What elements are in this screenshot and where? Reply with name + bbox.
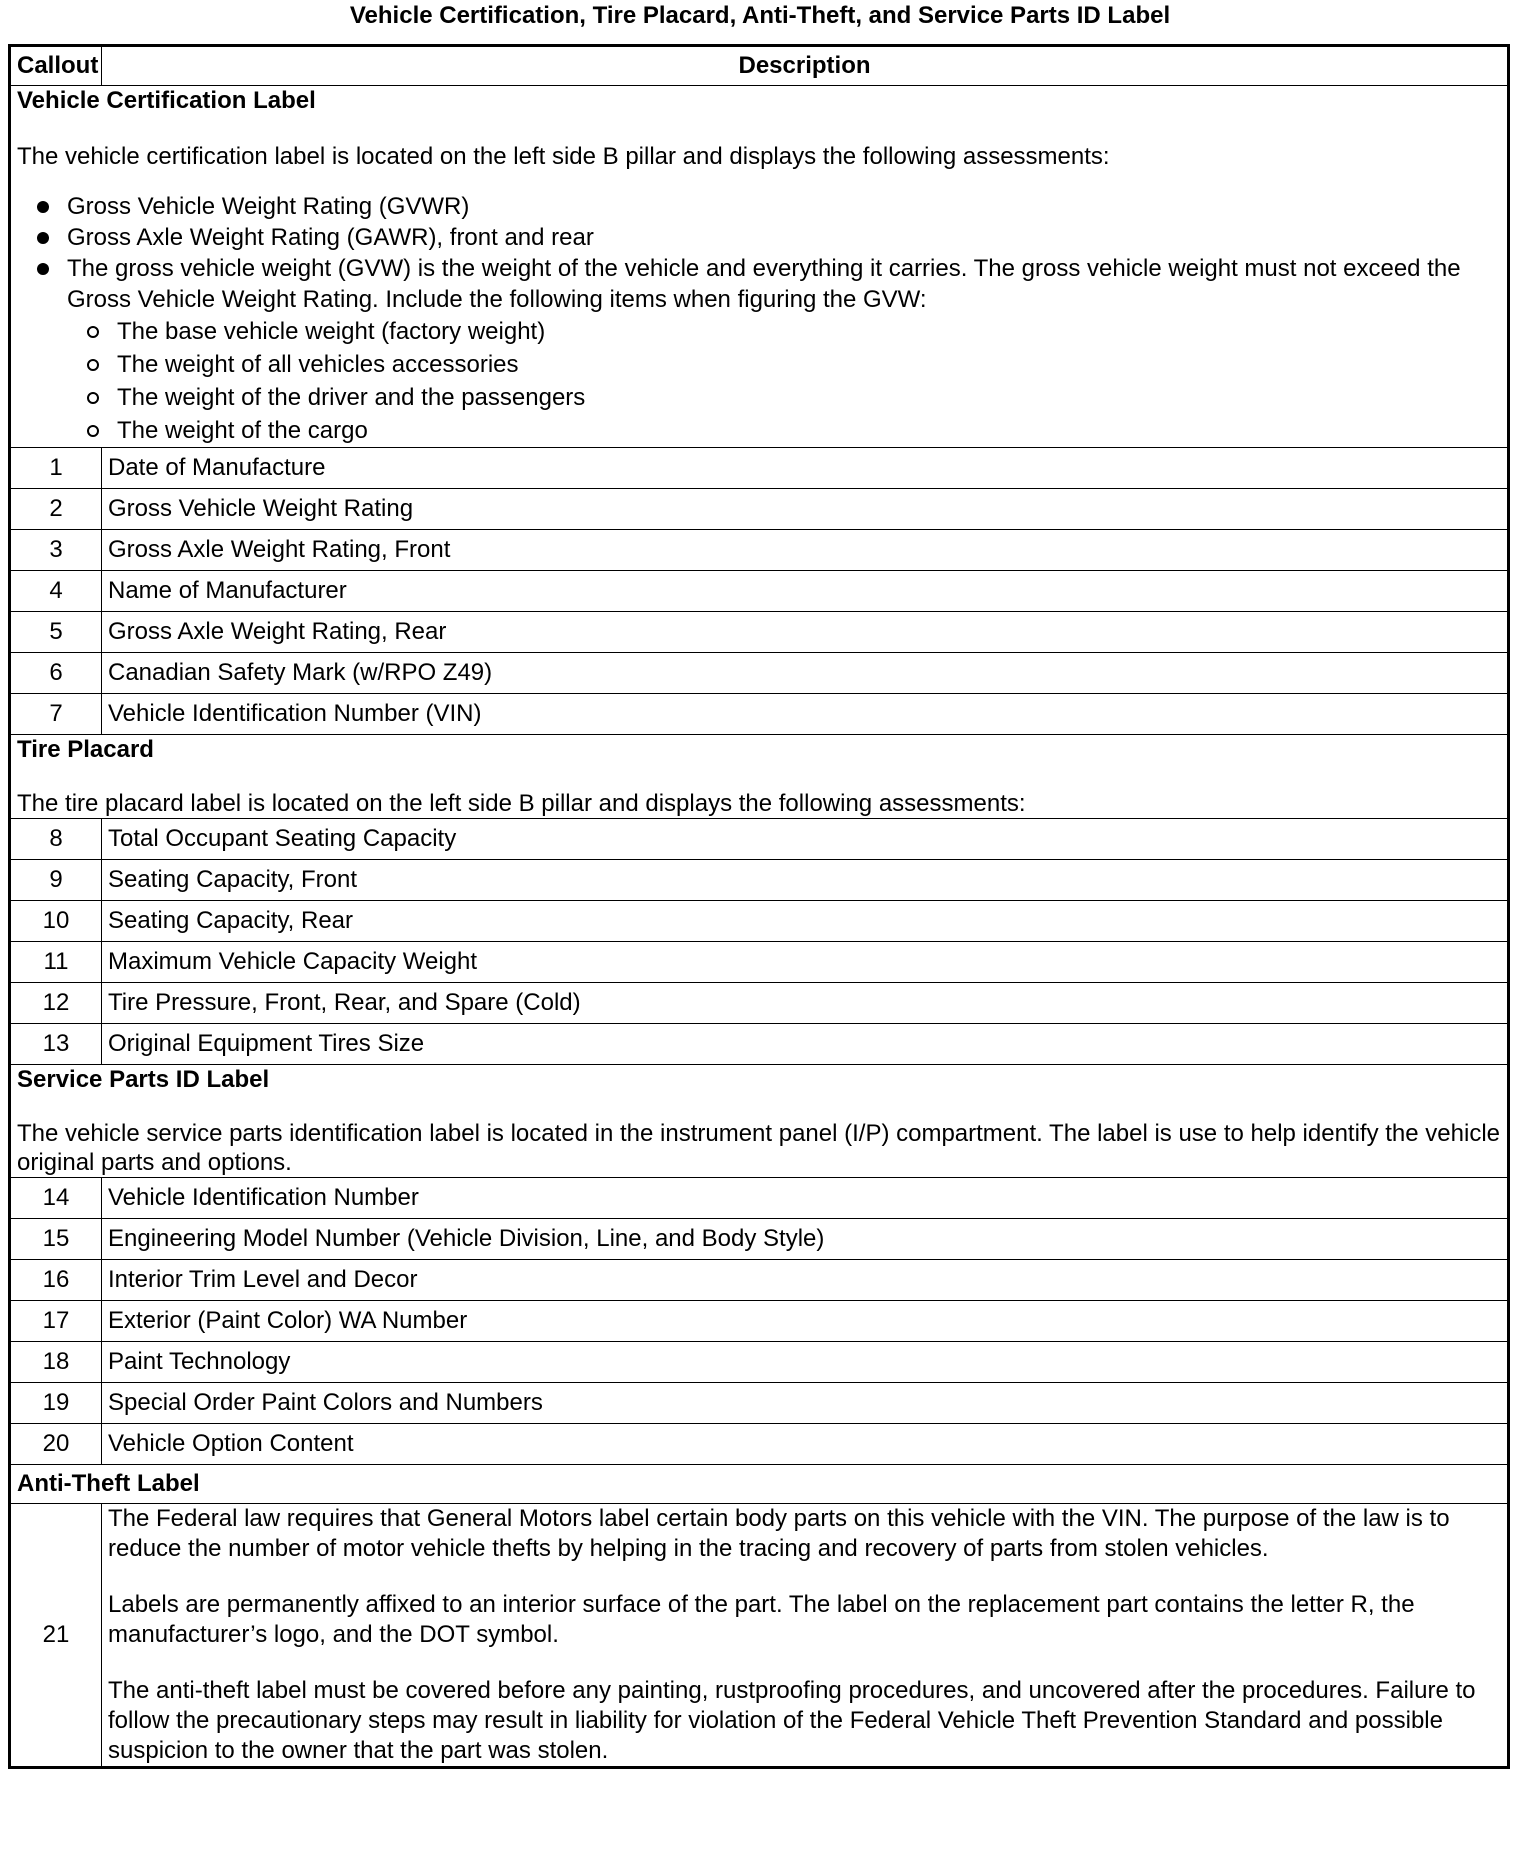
table-row — [10, 1383, 1509, 1424]
section-heading: Anti-Theft Label — [17, 1470, 200, 1497]
callout-description: Name of Manufacturer — [102, 571, 1509, 612]
callout-table — [8, 44, 1510, 1769]
paragraph: The Federal law requires that General Motors label certain body parts on this vehicle with the VIN. The purpose of the law is to reduce the number of motor vehicle thefts by helping in the tracing and recovery of parts from stolen vehicles. — [108, 1505, 1450, 1562]
paragraph: Labels are permanently affixed to an interior surface of the part. The label on the replacement part contains the letter R, the manufacturer’s logo, and the DOT symbol. — [108, 1591, 1415, 1648]
anti-theft-description — [102, 1504, 1509, 1768]
table-row-anti-theft — [10, 1504, 1509, 1768]
anti-theft-section — [10, 1465, 1509, 1504]
table-row — [10, 942, 1509, 983]
callout-number: 4 — [10, 571, 102, 612]
callout-number: 16 — [10, 1260, 102, 1301]
header-row — [10, 46, 1509, 86]
table-row — [10, 612, 1509, 653]
callout-number: 2 — [10, 489, 102, 530]
sub-bullet-item: The weight of all vehicles accessories — [67, 348, 1501, 381]
bullet-text: The gross vehicle weight (GVW) is the weight of the vehicle and everything it carries. The gross vehicle weight must not exceed the Gross Vehicle Weight Rating. Include the following items when figuring the GVW: — [67, 255, 1461, 313]
callout-description: Vehicle Option Content — [102, 1424, 1509, 1465]
callout-description: Gross Vehicle Weight Rating — [102, 489, 1509, 530]
callout-description: Gross Axle Weight Rating, Front — [102, 530, 1509, 571]
description-column-header: Description — [102, 46, 1509, 86]
paragraph: The anti-theft label must be covered before any painting, rustproofing procedures, and uncovered after the procedures. Failure to follow the precautionary steps may result in liability for violation of the Federal Vehicle Theft Prevention Standard and possible suspicion to the owner that the part was stolen. — [108, 1677, 1476, 1764]
section-heading: Vehicle Certification Label — [17, 87, 316, 114]
bullet-item: Gross Vehicle Weight Rating (GVWR) — [17, 191, 1501, 222]
table-row — [10, 448, 1509, 489]
callout-description: Seating Capacity, Front — [102, 860, 1509, 901]
table-row — [10, 694, 1509, 735]
callout-number: 15 — [10, 1219, 102, 1260]
callout-description: Total Occupant Seating Capacity — [102, 819, 1509, 860]
callout-number: 11 — [10, 942, 102, 983]
section-heading: Service Parts ID Label — [17, 1066, 270, 1093]
table-row — [10, 489, 1509, 530]
callout-number: 9 — [10, 860, 102, 901]
callout-description: Engineering Model Number (Vehicle Division, Line, and Body Style) — [102, 1219, 1509, 1260]
table-row — [10, 571, 1509, 612]
service-parts-section — [10, 1065, 1509, 1178]
table-row — [10, 530, 1509, 571]
callout-description: Vehicle Identification Number — [102, 1178, 1509, 1219]
callout-number: 5 — [10, 612, 102, 653]
callout-number: 12 — [10, 983, 102, 1024]
callout-number: 10 — [10, 901, 102, 942]
table-row — [10, 1301, 1509, 1342]
bullet-item-gvw — [17, 253, 1501, 447]
callout-description: Exterior (Paint Color) WA Number — [102, 1301, 1509, 1342]
sub-bullet-item: The weight of the driver and the passengers — [67, 381, 1501, 414]
section-intro: The vehicle certification label is located on the left side B pillar and displays the following assessments: — [17, 143, 1110, 170]
section-row-certification — [10, 86, 1509, 448]
callout-number: 17 — [10, 1301, 102, 1342]
table-row — [10, 983, 1509, 1024]
table-row — [10, 860, 1509, 901]
table-row — [10, 1178, 1509, 1219]
callout-number: 14 — [10, 1178, 102, 1219]
document-title: Vehicle Certification, Tire Placard, Anti-Theft, and Service Parts ID Label — [349, 2, 1171, 29]
callout-description: Special Order Paint Colors and Numbers — [102, 1383, 1509, 1424]
callout-description: Seating Capacity, Rear — [102, 901, 1509, 942]
sub-bullet-list — [67, 315, 1501, 447]
bullet-list — [17, 191, 1501, 447]
callout-description: Canadian Safety Mark (w/RPO Z49) — [102, 653, 1509, 694]
section-intro: The vehicle service parts identification label is located in the instrument panel (I/P) compartment. The label is use to help identify the vehicle original parts and options. — [17, 1120, 1500, 1176]
callout-description: Original Equipment Tires Size — [102, 1024, 1509, 1065]
sub-bullet-item: The base vehicle weight (factory weight) — [67, 315, 1501, 348]
table-row — [10, 1260, 1509, 1301]
callout-number: 21 — [10, 1504, 102, 1768]
callout-number: 18 — [10, 1342, 102, 1383]
table-row — [10, 1424, 1509, 1465]
table-row — [10, 1342, 1509, 1383]
callout-number: 8 — [10, 819, 102, 860]
callout-description: Gross Axle Weight Rating, Rear — [102, 612, 1509, 653]
callout-description: Interior Trim Level and Decor — [102, 1260, 1509, 1301]
table-row — [10, 901, 1509, 942]
callout-description: Vehicle Identification Number (VIN) — [102, 694, 1509, 735]
callout-column-header: Callout — [10, 46, 102, 86]
callout-description: Paint Technology — [102, 1342, 1509, 1383]
sub-bullet-item: The weight of the cargo — [67, 414, 1501, 447]
callout-description: Tire Pressure, Front, Rear, and Spare (Cold) — [102, 983, 1509, 1024]
tire-placard-section — [10, 735, 1509, 819]
section-row-anti-theft — [10, 1465, 1509, 1504]
callout-number: 13 — [10, 1024, 102, 1065]
callout-description: Maximum Vehicle Capacity Weight — [102, 942, 1509, 983]
callout-number: 19 — [10, 1383, 102, 1424]
section-heading: Tire Placard — [17, 736, 154, 763]
callout-number: 3 — [10, 530, 102, 571]
callout-number: 7 — [10, 694, 102, 735]
callout-description: Date of Manufacture — [102, 448, 1509, 489]
callout-number: 1 — [10, 448, 102, 489]
callout-number: 20 — [10, 1424, 102, 1465]
section-intro: The tire placard label is located on the left side B pillar and displays the following assessments: — [17, 790, 1026, 817]
section-row-tire-placard — [10, 735, 1509, 819]
callout-number: 6 — [10, 653, 102, 694]
table-row — [10, 1219, 1509, 1260]
bullet-item: Gross Axle Weight Rating (GAWR), front and rear — [17, 222, 1501, 253]
table-row — [10, 653, 1509, 694]
table-row — [10, 819, 1509, 860]
table-row — [10, 1024, 1509, 1065]
section-row-service-parts — [10, 1065, 1509, 1178]
certification-section — [10, 86, 1509, 448]
